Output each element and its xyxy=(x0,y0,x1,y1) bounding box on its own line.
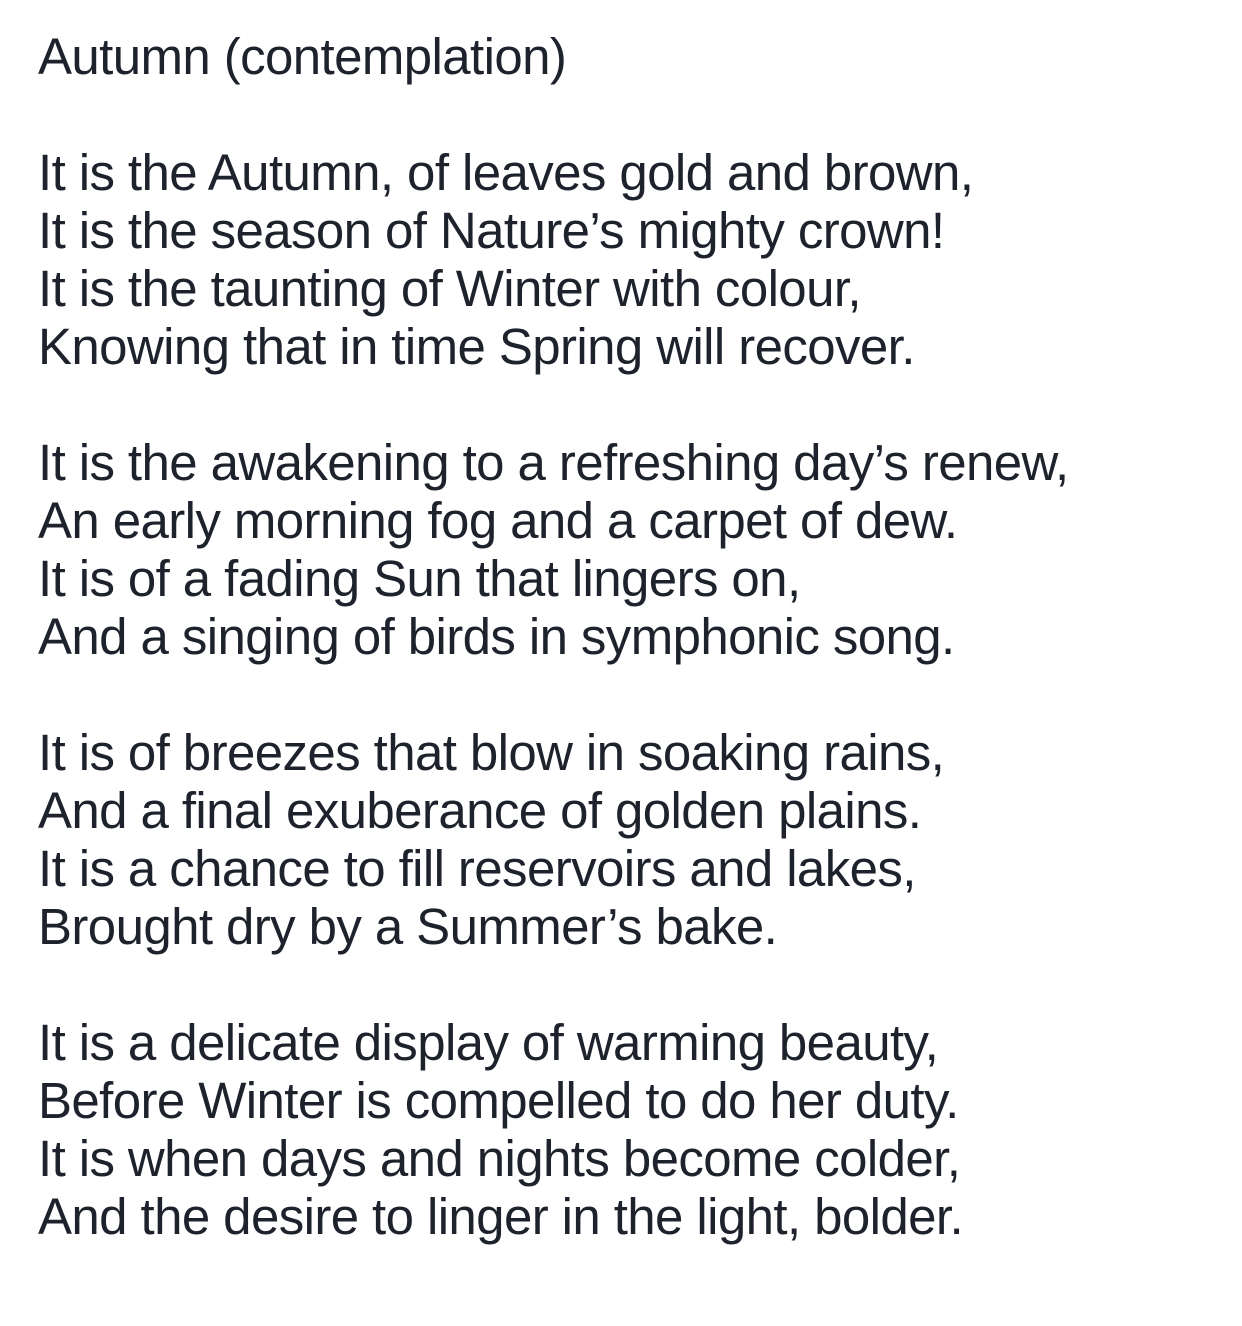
poem-stanza-2 xyxy=(38,434,1212,666)
poem-line: It is a delicate display of warming beauty, xyxy=(38,1014,939,1071)
poem-line: It is of breezes that blow in soaking rains, xyxy=(38,724,945,781)
poem-line: Knowing that in time Spring will recover. xyxy=(38,318,915,375)
poem-line: And a singing of birds in symphonic song. xyxy=(38,608,955,665)
poem-stanza-1 xyxy=(38,144,1212,376)
poem-line: It is the season of Nature’s mighty crown! xyxy=(38,202,945,259)
poem-line: Brought dry by a Summer’s bake. xyxy=(38,898,778,955)
poem-line: And the desire to linger in the light, bolder. xyxy=(38,1188,964,1245)
poem-line: It is when days and nights become colder, xyxy=(38,1130,961,1187)
poem-stanza-4 xyxy=(38,1014,1212,1246)
poem-title: Autumn (contemplation) xyxy=(38,28,567,85)
poem-stanza-3 xyxy=(38,724,1212,956)
poem-line: It is the Autumn, of leaves gold and brown, xyxy=(38,144,974,201)
poem-line: It is the taunting of Winter with colour, xyxy=(38,260,861,317)
poem-line: An early morning fog and a carpet of dew. xyxy=(38,492,958,549)
poem-line: And a final exuberance of golden plains. xyxy=(38,782,922,839)
poem-line: It is of a fading Sun that lingers on, xyxy=(38,550,801,607)
poem-line: It is the awakening to a refreshing day’s renew, xyxy=(38,434,1069,491)
poem-line: Before Winter is compelled to do her duty. xyxy=(38,1072,959,1129)
poem-line: It is a chance to fill reservoirs and lakes, xyxy=(38,840,916,897)
